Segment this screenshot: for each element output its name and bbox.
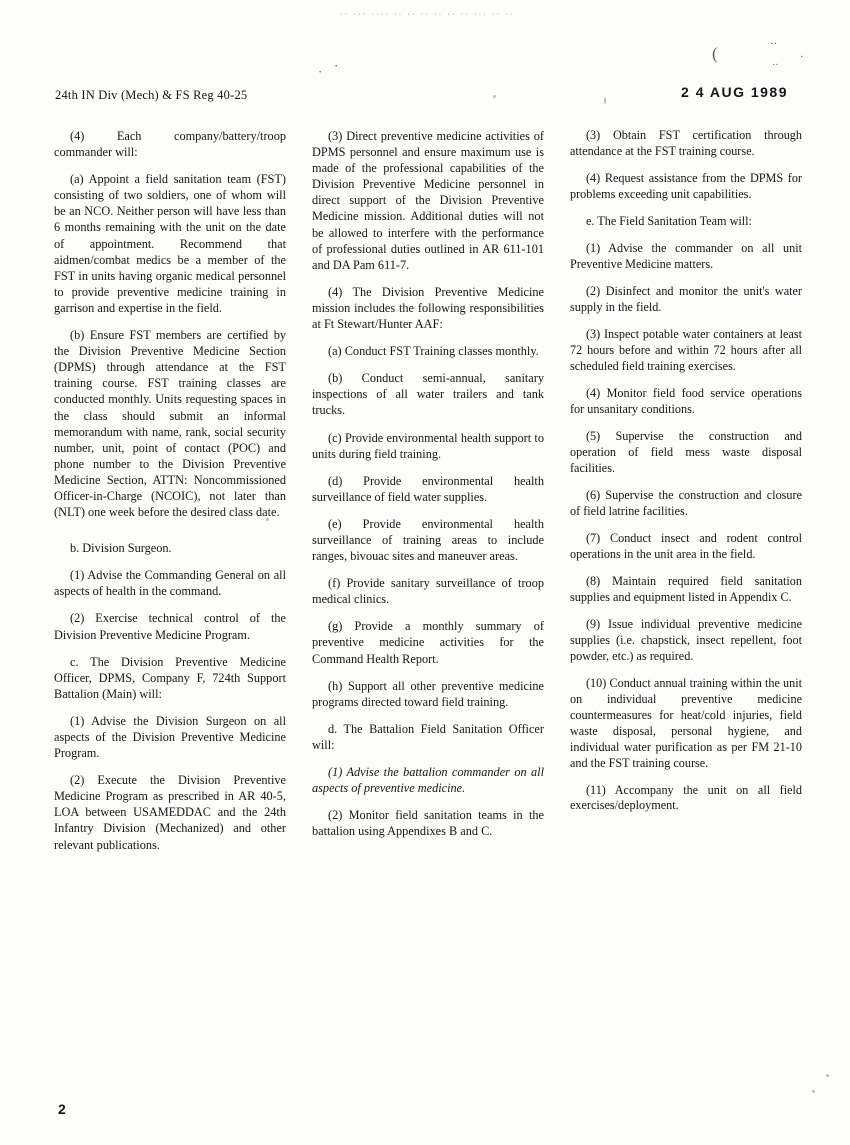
- paragraph: (4) Request assistance from the DPMS for problems exceeding unit capabilities.: [570, 170, 802, 201]
- paragraph: (9) Issue individual preventive medicine supplies (i.e. chapstick, insect repellent, foot powder, etc.) as required.: [570, 616, 802, 663]
- paragraph: (3) Inspect potable water containers at least 72 hours before and within 72 hours after all scheduled field training exercises.: [570, 326, 802, 373]
- scan-artifact-top: ·· ··· ···· ·· ·· ·· ·· ·· ·· ··· ·· ··: [340, 10, 515, 19]
- speck: [812, 1090, 815, 1093]
- paragraph: c. The Division Preventive Medicine Officer, DPMS, Company F, 724th Support Battalion (Main) will:: [54, 654, 286, 701]
- paragraph: (2) Disinfect and monitor the unit's water supply in the field.: [570, 283, 802, 314]
- speck: [493, 95, 496, 98]
- paragraph: (1) Advise the battalion commander on all aspects of preventive medicine.: [312, 765, 544, 796]
- paragraph: (a) Conduct FST Training classes monthly.: [328, 344, 539, 359]
- paragraph: (6) Supervise the construction and closure of field latrine facilities.: [570, 487, 802, 518]
- paragraph: (4) Each company/battery/troop commander will:: [54, 129, 286, 160]
- scan-artifact-mark-4: ··: [772, 60, 779, 71]
- paragraph: (3) Direct preventive medicine activities of DPMS personnel and ensure maximum use is made of the professional capabilities of the Division Preventive Medicine personnel in direct support of the Division Preventive Medicine mission. Additional duties will not be allowed to interfere with the performance of professional duties outlined in AR 611-101 and DA Pam 611-7.: [312, 129, 544, 272]
- speck: [826, 1074, 829, 1077]
- scan-artifact-mark-1: (: [712, 44, 718, 63]
- paragraph: (b) Ensure FST members are certified by the Division Preventive Medicine Section (DPMS) through attendance at the FST training course. FST training classes are conducted monthly. Units requesting spaces in the class should submit an informal memorandum with name, rank, social security number, unit, point of contact (POC) and phone number to the Division Preventive Medicine Section, ATTN: Noncommissioned Officer-in-Charge (NCOIC), not later than (NLT) one week before the desired class date.: [54, 328, 286, 520]
- paragraph: (e) Provide environmental health surveillance of training areas to include ranges, bivouac sites and maneuver areas.: [312, 516, 544, 564]
- column-1: [54, 128, 286, 864]
- speck: [604, 97, 606, 104]
- paragraph: (a) Appoint a field sanitation team (FST) consisting of two soldiers, one of whom will be an NCO. Neither person will have less than 6 months remaining with the unit on the date of appointment. Recommend that aidmen/combat medics be a member of the FST in units having organic medical personnel to provide preventive medicine training in garrison and expertise in the field.: [54, 172, 286, 315]
- column-2: [312, 128, 544, 864]
- scan-artifact-mark-2: ··: [770, 38, 778, 50]
- paragraph: (11) Accompany the unit on all field exercises/deployment.: [570, 782, 802, 813]
- paragraph: (7) Conduct insect and rodent control operations in the unit area in the field.: [570, 530, 802, 561]
- paragraph: b. Division Surgeon.: [70, 541, 172, 556]
- paragraph: (1) Advise the commander on all unit Preventive Medicine matters.: [570, 240, 802, 271]
- paragraph: (2) Exercise technical control of the Division Preventive Medicine Program.: [54, 611, 286, 642]
- paragraph: (4) Monitor field food service operations for unsanitary conditions.: [570, 385, 802, 416]
- paragraph: (f) Provide sanitary surveillance of troop medical clinics.: [312, 576, 544, 607]
- paragraph: (2) Execute the Division Preventive Medicine Program as prescribed in AR 40-5, LOA between USAMEDDAC and the 24th Infantry Division (Mechanized) and other relevant publications.: [54, 773, 286, 852]
- paragraph: (5) Supervise the construction and operation of field mess waste disposal facilities.: [570, 428, 802, 475]
- column-3: [570, 128, 802, 864]
- paragraph: (1) Advise the Commanding General on all aspects of health in the command.: [54, 568, 286, 599]
- paragraph: e. The Field Sanitation Team will:: [586, 213, 752, 228]
- body-columns: [54, 128, 802, 864]
- page-header-left: 24th IN Div (Mech) & FS Reg 40-25: [55, 88, 248, 102]
- paragraph: (d) Provide environmental health surveillance of field water supplies.: [312, 473, 544, 504]
- page-number: 2: [58, 1101, 66, 1117]
- paragraph: (g) Provide a monthly summary of preventive medicine activities for the Command Health Report.: [312, 619, 544, 666]
- paragraph: (2) Monitor field sanitation teams in the battalion using Appendixes B and C.: [312, 808, 544, 839]
- paragraph: (8) Maintain required field sanitation supplies and equipment listed in Appendix C.: [570, 573, 802, 604]
- paragraph: (3) Obtain FST certification through attendance at the FST training course.: [570, 128, 802, 158]
- paragraph: d. The Battalion Field Sanitation Officer will:: [312, 721, 544, 752]
- date-stamp: 2 4 AUG 1989: [681, 84, 788, 100]
- paragraph: (c) Provide environmental health support to units during field training.: [312, 430, 544, 461]
- scan-artifact-mark-5: ·: [318, 64, 323, 79]
- paragraph: (h) Support all other preventive medicine programs directed toward field training.: [312, 678, 544, 709]
- paragraph: (1) Advise the Division Surgeon on all aspects of the Division Preventive Medicine Program.: [54, 713, 286, 761]
- scan-artifact-mark-3: ·: [800, 52, 804, 63]
- paragraph: (4) The Division Preventive Medicine mission includes the following responsibilities at Ft Stewart/Hunter AAF:: [312, 284, 544, 332]
- paragraph: (10) Conduct annual training within the unit on individual preventive medicine countermeasures for heat/cold injuries, field waste disposal, personal hygiene, and individual water purification as per FM 21-10 and the FST training course.: [570, 675, 802, 770]
- paragraph: (b) Conduct semi-annual, sanitary inspections of all water trailers and tank trucks.: [312, 371, 544, 418]
- scan-artifact-mark-6: ·: [334, 58, 339, 73]
